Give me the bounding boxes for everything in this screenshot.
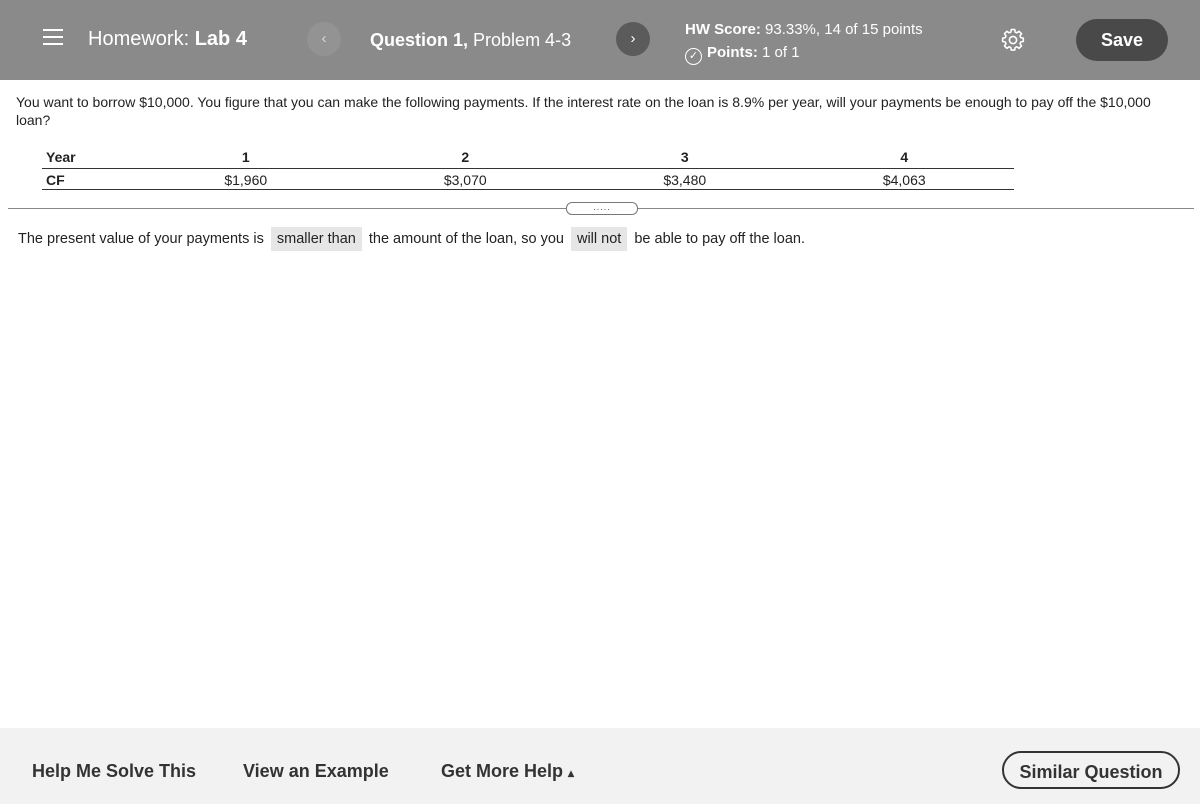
points <box>685 41 923 65</box>
similar-question-button[interactable]: Similar Question <box>1002 751 1180 789</box>
year-cell: 3 <box>680 149 689 165</box>
answer-dropdown-comparison[interactable]: smaller than <box>271 227 362 251</box>
year-header: Year <box>46 149 76 165</box>
answer-sentence <box>18 227 805 251</box>
caret-up-icon: ▴ <box>568 766 575 780</box>
cash-flow-cell: $3,070 <box>356 169 576 190</box>
cash-flow-cell: $4,063 <box>795 169 1015 190</box>
answer-text-2: the amount of the loan, so you <box>368 231 564 247</box>
hw-score-label: HW Score: <box>685 21 761 38</box>
year-cell: 4 <box>900 149 909 165</box>
points-label: Points: <box>707 44 758 61</box>
answer-text-1: The present value of your payments is <box>18 231 264 247</box>
get-more-help-button[interactable] <box>441 761 574 782</box>
question-title <box>370 30 571 51</box>
answer-text-3: be able to pay off the loan. <box>634 231 805 247</box>
hw-score-value: 93.33%, 14 of 15 points <box>765 21 923 38</box>
cash-flow-table <box>42 148 1014 190</box>
homework-name: Lab 4 <box>194 28 247 50</box>
top-bar <box>0 0 1200 80</box>
get-more-help-label: Get More Help <box>441 761 564 781</box>
menu-icon[interactable] <box>43 29 63 45</box>
view-example-button[interactable]: View an Example <box>243 761 389 781</box>
hw-score <box>685 18 923 41</box>
homework-title <box>88 28 247 51</box>
problem-number: Problem 4-3 <box>473 30 572 50</box>
cash-flow-cell: $3,480 <box>575 169 795 190</box>
divider-drag-handle[interactable]: ..... <box>566 202 638 215</box>
question-number: Question 1, <box>370 30 469 50</box>
cash-flow-cell: $1,960 <box>136 169 356 190</box>
previous-question-button[interactable]: ‹ <box>307 22 341 56</box>
score-panel <box>685 18 923 65</box>
points-value: 1 of 1 <box>762 44 800 61</box>
table-header-row <box>42 148 1014 169</box>
homework-prefix: Homework: <box>88 28 190 50</box>
check-circle-icon: ✓ <box>685 48 702 65</box>
table-row <box>42 169 1014 190</box>
year-cell: 2 <box>461 149 470 165</box>
cf-header: CF <box>42 169 136 190</box>
gear-icon[interactable] <box>1001 28 1025 52</box>
question-text: You want to borrow $10,000. You figure that you can make the following payments. If the interest rate on the loan is 8.9% per year, will your payments be enough to pay off the $10,000 loan? <box>16 94 1151 128</box>
answer-dropdown-outcome[interactable]: will not <box>571 227 627 251</box>
help-me-solve-button[interactable]: Help Me Solve This <box>32 761 197 781</box>
year-cell: 1 <box>241 149 250 165</box>
save-button[interactable]: Save <box>1076 19 1168 61</box>
next-question-button[interactable]: › <box>616 22 650 56</box>
